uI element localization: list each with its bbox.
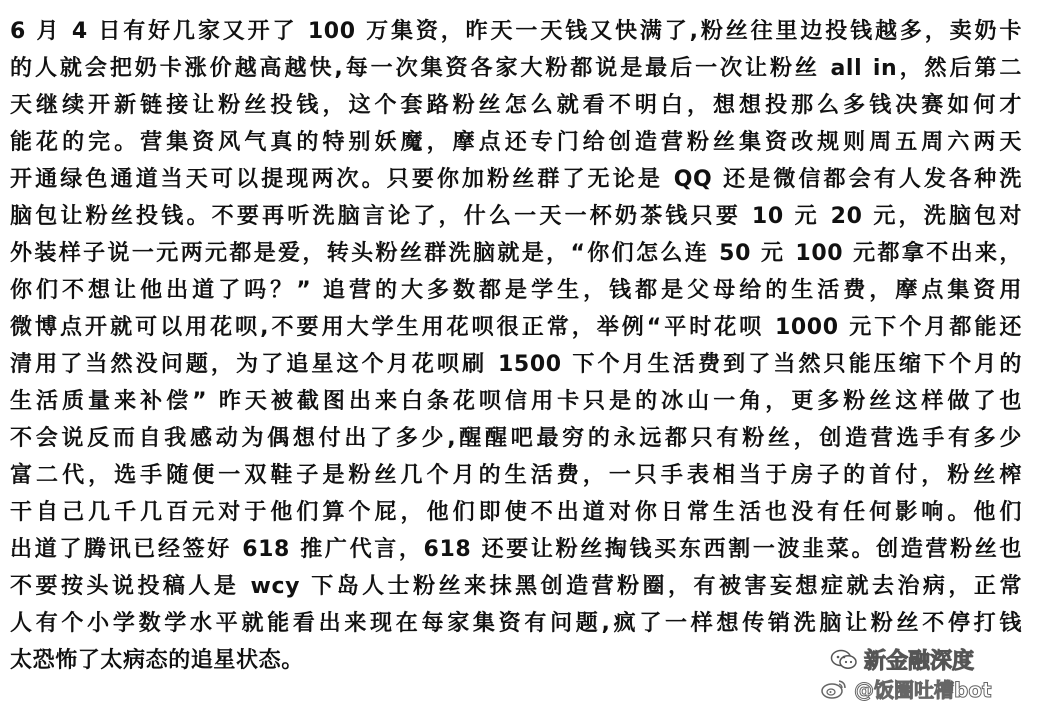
text-line: 不会说反而自我感动为偶想付出了多少,醒醒吧最穷的永远都只有粉丝，创造营选手有多少	[10, 426, 1022, 451]
text-line-last: 太恐怖了太病态的追星状态。	[10, 648, 304, 673]
text-line: 6 月 4 日有好几家又开了 100 万集资，昨天一天钱又快满了,粉丝往里边投钱越多，卖奶卡	[10, 19, 1022, 44]
text-line: 出道了腾讯已经签好 618 推广代言，618 还要让粉丝掏钱买东西割一波韭菜。创造营粉丝也	[10, 537, 1022, 562]
watermark-primary-text: 新金融深度	[864, 649, 975, 674]
watermark-secondary-text: @饭圈吐槽bot	[854, 678, 992, 702]
watermark-secondary	[820, 674, 992, 703]
text-line: 外装样子说一元两元都是爱，转头粉丝群洗脑就是，“你们怎么连 50 元 100 元都拿不出来，	[10, 241, 1022, 266]
text-line: 不要按头说投稿人是 wcy 下岛人士粉丝来抹黑创造营粉圈，有被害妄想症就去治病，正常	[10, 574, 1022, 599]
text-line: 能花的完。营集资风气真的特别妖魔，摩点还专门给创造营粉丝集资改规则周五周六两天	[10, 130, 1022, 155]
text-line: 脑包让粉丝投钱。不要再听洗脑言论了，什么一天一杯奶茶钱只要 10 元 20 元，洗脑包对	[10, 204, 1022, 229]
text-line: 微博点开就可以用花呗,不要用大学生用花呗很正常，举例“平时花呗 1000 元下个月都能还	[10, 315, 1022, 340]
text-line: 富二代，选手随便一双鞋子是粉丝几个月的生活费，一只手表相当于房子的首付，粉丝榨	[10, 463, 1022, 488]
text-line: 生活质量来补偿” 昨天被截图出来白条花呗信用卡只是的冰山一角，更多粉丝这样做了也	[10, 389, 1022, 414]
text-line: 开通绿色通道当天可以提现两次。只要你加粉丝群了无论是 QQ 还是微信都会有人发各种洗	[10, 167, 1022, 192]
watermark-primary	[830, 644, 974, 675]
text-line: 的人就会把奶卡涨价越高越快,每一次集资各家大粉都说是最后一次让粉丝 all in，然后第二	[10, 56, 1022, 81]
text-line: 干自己几千几百元对于他们算个屁，他们即使不出道对你日常生活也没有任何影响。他们	[10, 500, 1022, 525]
text-line: 人有个小学数学水平就能看出来现在每家集资有问题,疯了一样想传销洗脑让粉丝不停打钱	[10, 611, 1022, 636]
text-line: 天继续开新链接让粉丝投钱，这个套路粉丝怎么就看不明白，想想投那么多钱决赛如何才	[10, 93, 1022, 118]
weibo-icon	[820, 678, 848, 700]
text-line: 清用了当然没问题，为了追星这个月花呗刷 1500 下个月生活费到了当然只能压缩下个月的	[10, 352, 1022, 377]
wechat-icon	[830, 649, 858, 671]
text-line: 你们不想让他出道了吗？” 追营的大多数都是学生，钱都是父母给的生活费，摩点集资用	[10, 278, 1022, 303]
